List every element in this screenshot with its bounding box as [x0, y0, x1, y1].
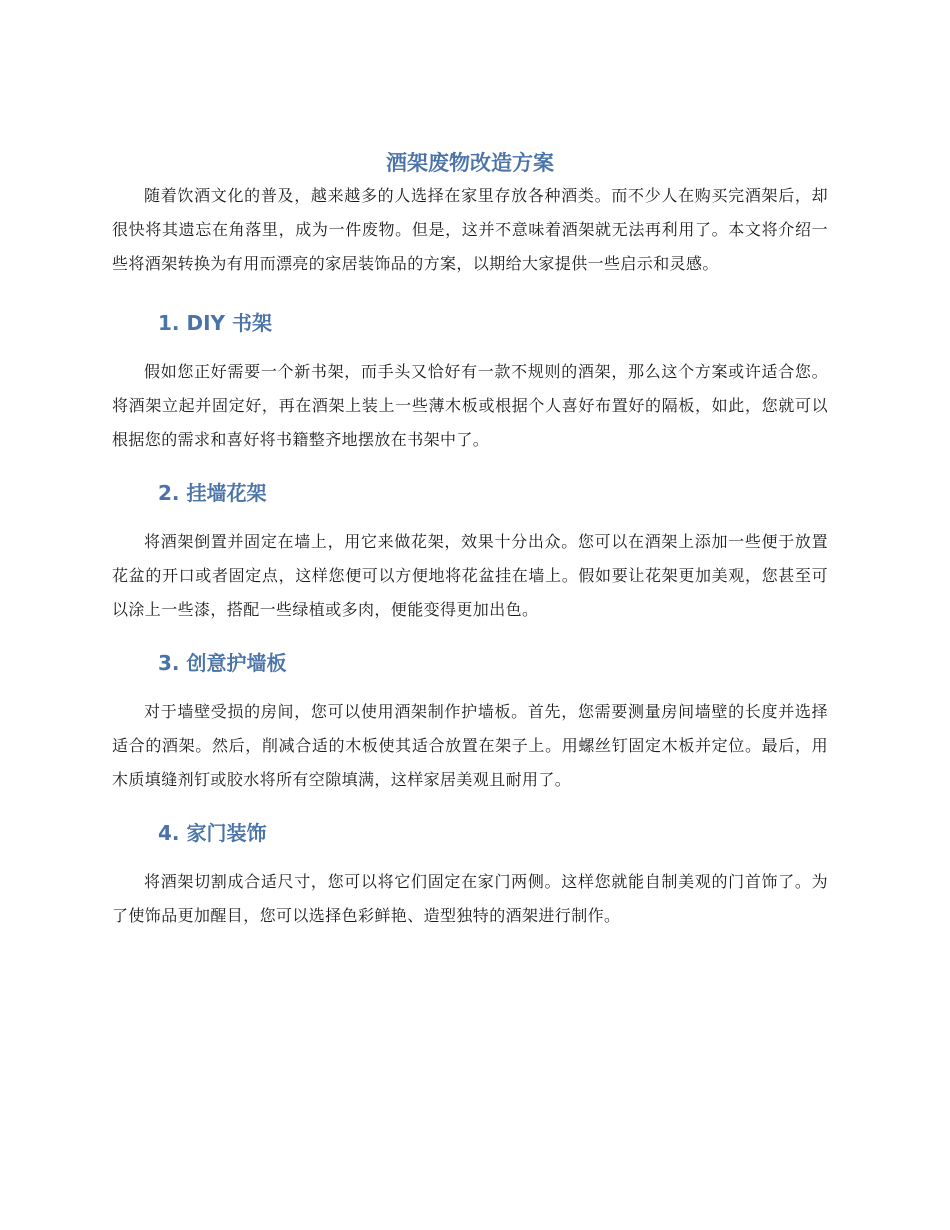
section-paragraph: 将酒架切割成合适尺寸，您可以将它们固定在家门两侧。这样您就能自制美观的门首饰了。为了使饰品更加醒目，您可以选择色彩鲜艳、造型独特的酒架进行制作。	[112, 872, 828, 925]
section-heading: 1. DIY 书架	[158, 311, 272, 335]
section-paragraph: 假如您正好需要一个新书架，而手头又恰好有一款不规则的酒架，那么这个方案或许适合您。将酒架立起并固定好，再在酒架上装上一些薄木板或根据个人喜好布置好的隔板，如此，您就可以根据您的需求和喜好将书籍整齐地摆放在书架中了。	[112, 362, 828, 449]
section-diy-bookshelf	[112, 309, 828, 457]
section-wall-flower-rack	[112, 479, 828, 627]
section-paragraph: 将酒架倒置并固定在墙上，用它来做花架，效果十分出众。您可以在酒架上添加一些便于放置花盆的开口或者固定点，这样您便可以方便地将花盆挂在墙上。假如要让花架更加美观，您甚至可以涂上一些漆，搭配一些绿植或多肉，便能变得更加出色。	[112, 532, 828, 619]
section-heading: 2. 挂墙花架	[158, 481, 267, 505]
section-heading: 3. 创意护墙板	[158, 651, 287, 675]
document-page	[112, 148, 828, 933]
section-paragraph: 对于墙壁受损的房间，您可以使用酒架制作护墙板。首先，您需要测量房间墙壁的长度并选择适合的酒架。然后，削减合适的木板使其适合放置在架子上。用螺丝钉固定木板并定位。最后，用木质填缝剂钉或胶水将所有空隙填满，这样家居美观且耐用了。	[112, 702, 828, 789]
section-creative-wall-panel	[112, 649, 828, 797]
section-door-decoration	[112, 819, 828, 933]
document-title: 酒架废物改造方案	[386, 151, 554, 175]
intro-paragraph: 随着饮酒文化的普及，越来越多的人选择在家里存放各种酒类。而不少人在购买完酒架后，却很快将其遗忘在角落里，成为一件废物。但是，这并不意味着酒架就无法再利用了。本文将介绍一些将酒架转换为有用而漂亮的家居装饰品的方案，以期给大家提供一些启示和灵感。	[112, 186, 828, 273]
section-heading: 4. 家门装饰	[158, 821, 267, 845]
